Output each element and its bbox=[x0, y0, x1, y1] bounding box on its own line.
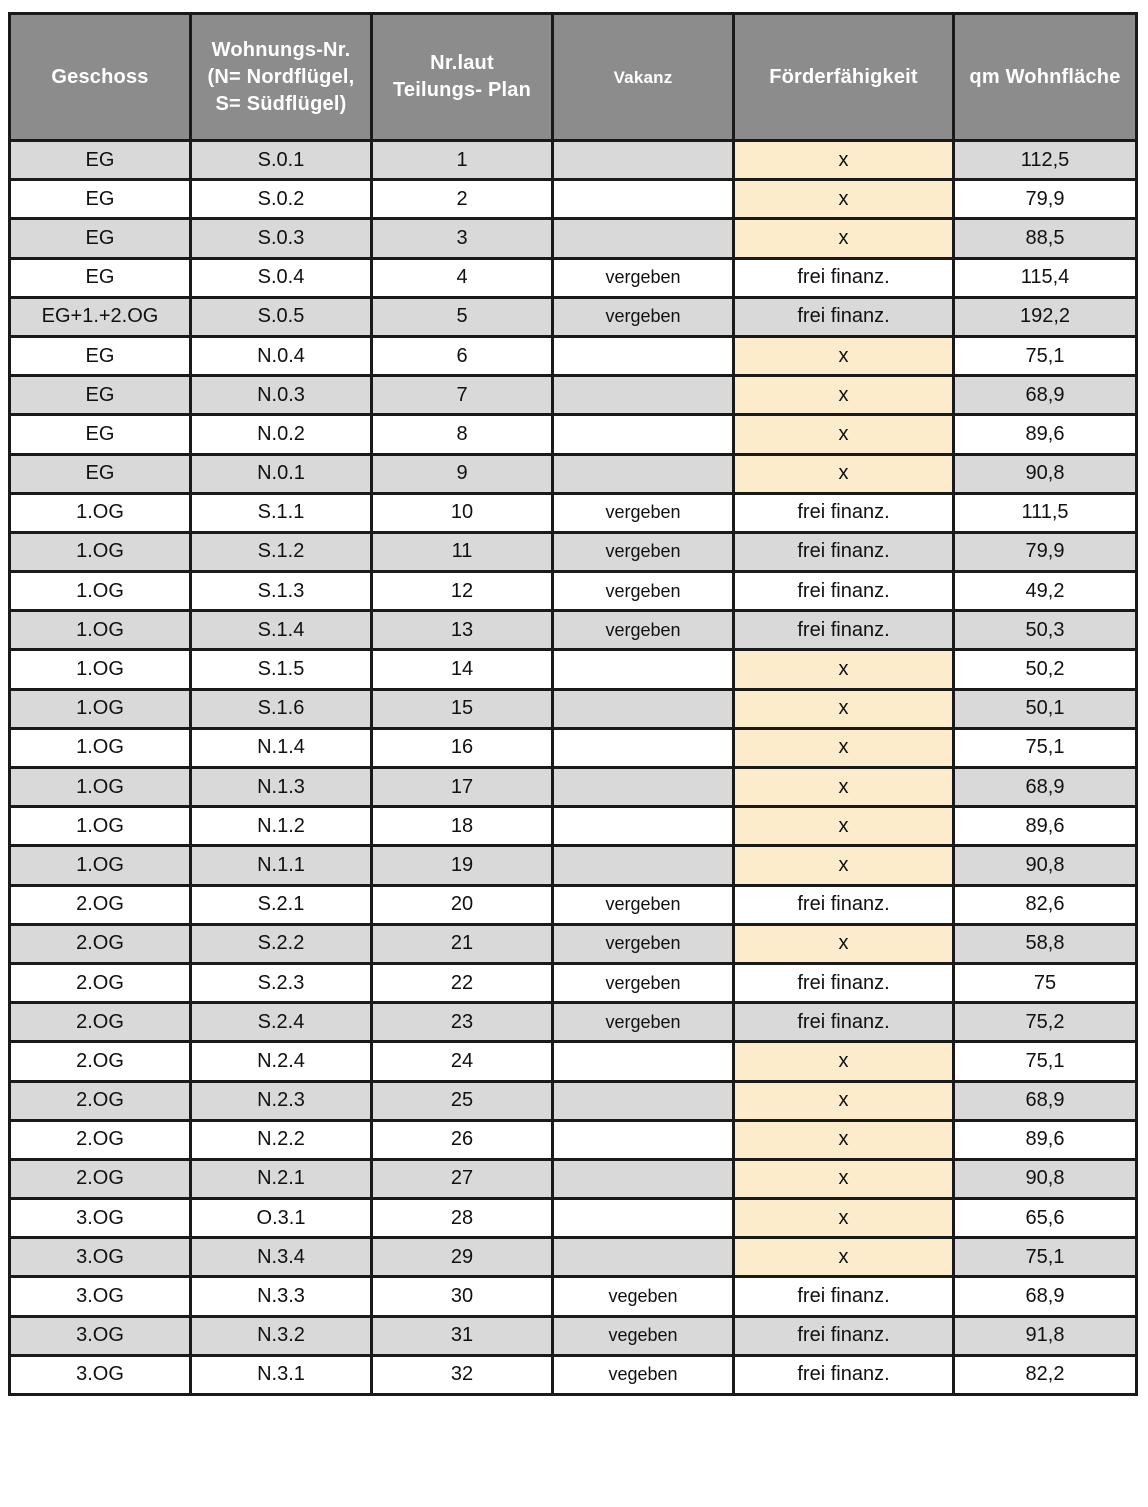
table-row bbox=[10, 336, 1137, 375]
cell-qm-wohnflaeche: 68,9 bbox=[954, 1081, 1137, 1120]
cell-nr-laut-plan: 4 bbox=[372, 258, 553, 297]
table-row bbox=[10, 1199, 1137, 1238]
header-geschoss-label: Geschoss bbox=[51, 65, 149, 88]
cell-vakanz bbox=[553, 1238, 734, 1277]
cell-geschoss: 3.OG bbox=[10, 1277, 191, 1316]
cell-geschoss: 2.OG bbox=[10, 1042, 191, 1081]
cell-vakanz bbox=[553, 141, 734, 180]
table-body bbox=[10, 141, 1137, 1395]
cell-vakanz: vegeben bbox=[553, 1277, 734, 1316]
cell-wohnungs-nr: S.1.4 bbox=[191, 611, 372, 650]
table-row bbox=[10, 963, 1137, 1002]
cell-foerderfaehigkeit: frei finanz. bbox=[734, 885, 954, 924]
cell-foerderfaehigkeit: x bbox=[734, 768, 954, 807]
header-wohnungs-nr-line-3: S= Südflügel) bbox=[215, 92, 347, 115]
cell-foerderfaehigkeit: frei finanz. bbox=[734, 493, 954, 532]
cell-nr-laut-plan: 23 bbox=[372, 1003, 553, 1042]
cell-qm-wohnflaeche: 89,6 bbox=[954, 807, 1137, 846]
cell-geschoss: 1.OG bbox=[10, 650, 191, 689]
cell-qm-wohnflaeche: 79,9 bbox=[954, 180, 1137, 219]
cell-nr-laut-plan: 7 bbox=[372, 376, 553, 415]
header-nr-laut-teilungsplan bbox=[372, 14, 553, 141]
cell-foerderfaehigkeit: frei finanz. bbox=[734, 963, 954, 1002]
cell-vakanz: vegeben bbox=[553, 1316, 734, 1355]
cell-qm-wohnflaeche: 82,2 bbox=[954, 1355, 1137, 1394]
cell-nr-laut-plan: 1 bbox=[372, 141, 553, 180]
cell-nr-laut-plan: 5 bbox=[372, 297, 553, 336]
cell-qm-wohnflaeche: 75,1 bbox=[954, 728, 1137, 767]
header-vakanz bbox=[553, 14, 734, 141]
cell-foerderfaehigkeit: x bbox=[734, 1081, 954, 1120]
cell-geschoss: EG bbox=[10, 219, 191, 258]
header-row bbox=[10, 14, 1137, 141]
table-row bbox=[10, 572, 1137, 611]
cell-wohnungs-nr: S.1.3 bbox=[191, 572, 372, 611]
table-row bbox=[10, 924, 1137, 963]
cell-qm-wohnflaeche: 50,2 bbox=[954, 650, 1137, 689]
cell-qm-wohnflaeche: 88,5 bbox=[954, 219, 1137, 258]
cell-nr-laut-plan: 18 bbox=[372, 807, 553, 846]
cell-vakanz bbox=[553, 1042, 734, 1081]
cell-foerderfaehigkeit: frei finanz. bbox=[734, 258, 954, 297]
cell-wohnungs-nr: N.2.2 bbox=[191, 1120, 372, 1159]
cell-nr-laut-plan: 15 bbox=[372, 689, 553, 728]
cell-foerderfaehigkeit: x bbox=[734, 846, 954, 885]
cell-vakanz bbox=[553, 454, 734, 493]
cell-nr-laut-plan: 10 bbox=[372, 493, 553, 532]
table-row bbox=[10, 454, 1137, 493]
cell-nr-laut-plan: 2 bbox=[372, 180, 553, 219]
cell-geschoss: 2.OG bbox=[10, 1120, 191, 1159]
cell-geschoss: 1.OG bbox=[10, 572, 191, 611]
cell-vakanz bbox=[553, 376, 734, 415]
table-row bbox=[10, 1003, 1137, 1042]
cell-foerderfaehigkeit: x bbox=[734, 141, 954, 180]
table-row bbox=[10, 1238, 1137, 1277]
cell-geschoss: 1.OG bbox=[10, 728, 191, 767]
cell-qm-wohnflaeche: 90,8 bbox=[954, 846, 1137, 885]
cell-wohnungs-nr: S.0.4 bbox=[191, 258, 372, 297]
cell-nr-laut-plan: 20 bbox=[372, 885, 553, 924]
cell-geschoss: EG bbox=[10, 258, 191, 297]
table-row bbox=[10, 493, 1137, 532]
cell-wohnungs-nr: N.2.3 bbox=[191, 1081, 372, 1120]
cell-qm-wohnflaeche: 68,9 bbox=[954, 768, 1137, 807]
cell-vakanz bbox=[553, 768, 734, 807]
cell-qm-wohnflaeche: 91,8 bbox=[954, 1316, 1137, 1355]
cell-vakanz: vergeben bbox=[553, 611, 734, 650]
cell-nr-laut-plan: 31 bbox=[372, 1316, 553, 1355]
cell-nr-laut-plan: 11 bbox=[372, 532, 553, 571]
cell-geschoss: 1.OG bbox=[10, 768, 191, 807]
cell-vakanz: vergeben bbox=[553, 572, 734, 611]
cell-nr-laut-plan: 32 bbox=[372, 1355, 553, 1394]
cell-qm-wohnflaeche: 68,9 bbox=[954, 376, 1137, 415]
cell-foerderfaehigkeit: frei finanz. bbox=[734, 611, 954, 650]
cell-wohnungs-nr: N.1.4 bbox=[191, 728, 372, 767]
cell-qm-wohnflaeche: 192,2 bbox=[954, 297, 1137, 336]
cell-geschoss: EG bbox=[10, 415, 191, 454]
cell-vakanz: vergeben bbox=[553, 963, 734, 1002]
cell-foerderfaehigkeit: x bbox=[734, 689, 954, 728]
cell-foerderfaehigkeit: frei finanz. bbox=[734, 1355, 954, 1394]
table-row bbox=[10, 846, 1137, 885]
cell-nr-laut-plan: 24 bbox=[372, 1042, 553, 1081]
cell-wohnungs-nr: N.0.1 bbox=[191, 454, 372, 493]
table-row bbox=[10, 1355, 1137, 1394]
table-row bbox=[10, 297, 1137, 336]
cell-wohnungs-nr: N.3.2 bbox=[191, 1316, 372, 1355]
cell-wohnungs-nr: S.1.5 bbox=[191, 650, 372, 689]
cell-foerderfaehigkeit: x bbox=[734, 650, 954, 689]
table-row bbox=[10, 258, 1137, 297]
cell-geschoss: 1.OG bbox=[10, 689, 191, 728]
cell-wohnungs-nr: N.0.4 bbox=[191, 336, 372, 375]
cell-qm-wohnflaeche: 75 bbox=[954, 963, 1137, 1002]
table-row bbox=[10, 532, 1137, 571]
cell-nr-laut-plan: 25 bbox=[372, 1081, 553, 1120]
cell-foerderfaehigkeit: x bbox=[734, 415, 954, 454]
cell-qm-wohnflaeche: 90,8 bbox=[954, 454, 1137, 493]
table-row bbox=[10, 376, 1137, 415]
cell-geschoss: EG bbox=[10, 336, 191, 375]
cell-wohnungs-nr: S.1.6 bbox=[191, 689, 372, 728]
cell-wohnungs-nr: N.0.3 bbox=[191, 376, 372, 415]
table-row bbox=[10, 768, 1137, 807]
cell-nr-laut-plan: 19 bbox=[372, 846, 553, 885]
cell-vakanz bbox=[553, 415, 734, 454]
cell-vakanz bbox=[553, 336, 734, 375]
cell-vakanz: vergeben bbox=[553, 1003, 734, 1042]
cell-vakanz bbox=[553, 180, 734, 219]
table-row bbox=[10, 728, 1137, 767]
cell-wohnungs-nr: S.1.2 bbox=[191, 532, 372, 571]
cell-wohnungs-nr: S.2.4 bbox=[191, 1003, 372, 1042]
cell-qm-wohnflaeche: 75,1 bbox=[954, 1042, 1137, 1081]
table-row bbox=[10, 1159, 1137, 1198]
cell-wohnungs-nr: S.0.1 bbox=[191, 141, 372, 180]
header-vakanz-label: Vakanz bbox=[613, 67, 673, 87]
table-row bbox=[10, 1277, 1137, 1316]
cell-foerderfaehigkeit: frei finanz. bbox=[734, 1003, 954, 1042]
cell-foerderfaehigkeit: x bbox=[734, 1238, 954, 1277]
cell-nr-laut-plan: 8 bbox=[372, 415, 553, 454]
cell-geschoss: 2.OG bbox=[10, 1159, 191, 1198]
cell-qm-wohnflaeche: 89,6 bbox=[954, 1120, 1137, 1159]
cell-geschoss: 2.OG bbox=[10, 924, 191, 963]
cell-wohnungs-nr: N.1.2 bbox=[191, 807, 372, 846]
table-row bbox=[10, 1120, 1137, 1159]
cell-nr-laut-plan: 16 bbox=[372, 728, 553, 767]
cell-wohnungs-nr: N.2.1 bbox=[191, 1159, 372, 1198]
cell-nr-laut-plan: 29 bbox=[372, 1238, 553, 1277]
table-row bbox=[10, 611, 1137, 650]
cell-geschoss: 2.OG bbox=[10, 1003, 191, 1042]
cell-nr-laut-plan: 27 bbox=[372, 1159, 553, 1198]
cell-foerderfaehigkeit: x bbox=[734, 180, 954, 219]
cell-wohnungs-nr: N.0.2 bbox=[191, 415, 372, 454]
table-row bbox=[10, 689, 1137, 728]
cell-nr-laut-plan: 21 bbox=[372, 924, 553, 963]
table-row bbox=[10, 180, 1137, 219]
cell-foerderfaehigkeit: x bbox=[734, 728, 954, 767]
cell-vakanz bbox=[553, 846, 734, 885]
cell-foerderfaehigkeit: x bbox=[734, 1042, 954, 1081]
cell-wohnungs-nr: S.2.1 bbox=[191, 885, 372, 924]
cell-geschoss: 2.OG bbox=[10, 885, 191, 924]
cell-qm-wohnflaeche: 82,6 bbox=[954, 885, 1137, 924]
cell-qm-wohnflaeche: 50,3 bbox=[954, 611, 1137, 650]
cell-foerderfaehigkeit: x bbox=[734, 336, 954, 375]
cell-qm-wohnflaeche: 65,6 bbox=[954, 1199, 1137, 1238]
apartment-table bbox=[8, 12, 1138, 1396]
table-row bbox=[10, 219, 1137, 258]
cell-nr-laut-plan: 30 bbox=[372, 1277, 553, 1316]
cell-geschoss: 3.OG bbox=[10, 1355, 191, 1394]
header-wohnungs-nr-line-1: Wohnungs-Nr. bbox=[211, 38, 351, 61]
cell-wohnungs-nr: N.3.3 bbox=[191, 1277, 372, 1316]
cell-wohnungs-nr: S.0.2 bbox=[191, 180, 372, 219]
table-row bbox=[10, 885, 1137, 924]
cell-qm-wohnflaeche: 58,8 bbox=[954, 924, 1137, 963]
header-wohnungs-nr-line-2: (N= Nordflügel, bbox=[207, 65, 355, 88]
cell-nr-laut-plan: 9 bbox=[372, 454, 553, 493]
cell-foerderfaehigkeit: frei finanz. bbox=[734, 572, 954, 611]
cell-foerderfaehigkeit: x bbox=[734, 1120, 954, 1159]
cell-wohnungs-nr: S.1.1 bbox=[191, 493, 372, 532]
header-foerderfaehigkeit bbox=[734, 14, 954, 141]
header-nr-laut-line-1: Nr.laut bbox=[430, 52, 494, 74]
cell-nr-laut-plan: 28 bbox=[372, 1199, 553, 1238]
header-nr-laut-line-2: Teilungs- Plan bbox=[393, 79, 531, 101]
cell-nr-laut-plan: 6 bbox=[372, 336, 553, 375]
cell-nr-laut-plan: 12 bbox=[372, 572, 553, 611]
cell-foerderfaehigkeit: x bbox=[734, 807, 954, 846]
table-row bbox=[10, 1042, 1137, 1081]
cell-vakanz: vergeben bbox=[553, 532, 734, 571]
cell-nr-laut-plan: 14 bbox=[372, 650, 553, 689]
table-row bbox=[10, 141, 1137, 180]
cell-geschoss: EG bbox=[10, 376, 191, 415]
cell-geschoss: 2.OG bbox=[10, 963, 191, 1002]
cell-nr-laut-plan: 3 bbox=[372, 219, 553, 258]
cell-geschoss: 3.OG bbox=[10, 1199, 191, 1238]
cell-foerderfaehigkeit: x bbox=[734, 1199, 954, 1238]
cell-wohnungs-nr: O.3.1 bbox=[191, 1199, 372, 1238]
table-row bbox=[10, 1316, 1137, 1355]
header-qm-wohnflaeche bbox=[954, 14, 1137, 141]
cell-qm-wohnflaeche: 75,1 bbox=[954, 336, 1137, 375]
cell-foerderfaehigkeit: frei finanz. bbox=[734, 1316, 954, 1355]
cell-vakanz bbox=[553, 1081, 734, 1120]
cell-geschoss: EG bbox=[10, 141, 191, 180]
cell-qm-wohnflaeche: 75,1 bbox=[954, 1238, 1137, 1277]
cell-geschoss: 3.OG bbox=[10, 1316, 191, 1355]
header-wohnungs-nr bbox=[191, 14, 372, 141]
cell-qm-wohnflaeche: 68,9 bbox=[954, 1277, 1137, 1316]
table-row bbox=[10, 415, 1137, 454]
table-header bbox=[10, 14, 1137, 141]
cell-geschoss: 1.OG bbox=[10, 532, 191, 571]
cell-wohnungs-nr: N.1.1 bbox=[191, 846, 372, 885]
cell-qm-wohnflaeche: 49,2 bbox=[954, 572, 1137, 611]
cell-geschoss: EG+1.+2.OG bbox=[10, 297, 191, 336]
cell-qm-wohnflaeche: 89,6 bbox=[954, 415, 1137, 454]
cell-vakanz: vergeben bbox=[553, 297, 734, 336]
cell-qm-wohnflaeche: 79,9 bbox=[954, 532, 1137, 571]
cell-qm-wohnflaeche: 90,8 bbox=[954, 1159, 1137, 1198]
cell-foerderfaehigkeit: x bbox=[734, 219, 954, 258]
cell-vakanz bbox=[553, 689, 734, 728]
cell-qm-wohnflaeche: 111,5 bbox=[954, 493, 1137, 532]
cell-nr-laut-plan: 26 bbox=[372, 1120, 553, 1159]
cell-geschoss: 2.OG bbox=[10, 1081, 191, 1120]
header-geschoss bbox=[10, 14, 191, 141]
cell-geschoss: 1.OG bbox=[10, 807, 191, 846]
cell-nr-laut-plan: 17 bbox=[372, 768, 553, 807]
cell-geschoss: 1.OG bbox=[10, 611, 191, 650]
cell-vakanz bbox=[553, 1159, 734, 1198]
apartment-table-container bbox=[8, 12, 1135, 1396]
cell-vakanz bbox=[553, 1120, 734, 1159]
table-row bbox=[10, 650, 1137, 689]
cell-foerderfaehigkeit: x bbox=[734, 454, 954, 493]
cell-foerderfaehigkeit: x bbox=[734, 1159, 954, 1198]
cell-vakanz bbox=[553, 219, 734, 258]
cell-qm-wohnflaeche: 75,2 bbox=[954, 1003, 1137, 1042]
table-row bbox=[10, 807, 1137, 846]
cell-vakanz bbox=[553, 1199, 734, 1238]
cell-qm-wohnflaeche: 115,4 bbox=[954, 258, 1137, 297]
cell-wohnungs-nr: N.1.3 bbox=[191, 768, 372, 807]
table-row bbox=[10, 1081, 1137, 1120]
header-qm-label: qm Wohnfläche bbox=[969, 65, 1121, 88]
cell-wohnungs-nr: N.3.1 bbox=[191, 1355, 372, 1394]
cell-geschoss: EG bbox=[10, 454, 191, 493]
cell-wohnungs-nr: S.2.3 bbox=[191, 963, 372, 1002]
cell-vakanz: vergeben bbox=[553, 885, 734, 924]
cell-wohnungs-nr: S.2.2 bbox=[191, 924, 372, 963]
cell-wohnungs-nr: S.0.5 bbox=[191, 297, 372, 336]
cell-geschoss: 3.OG bbox=[10, 1238, 191, 1277]
cell-foerderfaehigkeit: frei finanz. bbox=[734, 297, 954, 336]
cell-vakanz: vergeben bbox=[553, 493, 734, 532]
cell-qm-wohnflaeche: 50,1 bbox=[954, 689, 1137, 728]
header-foerderfaehigkeit-label: Förderfähigkeit bbox=[769, 65, 918, 88]
cell-vakanz bbox=[553, 807, 734, 846]
cell-vakanz: vergeben bbox=[553, 924, 734, 963]
cell-vakanz bbox=[553, 650, 734, 689]
cell-nr-laut-plan: 13 bbox=[372, 611, 553, 650]
cell-foerderfaehigkeit: x bbox=[734, 924, 954, 963]
cell-vakanz: vegeben bbox=[553, 1355, 734, 1394]
cell-foerderfaehigkeit: x bbox=[734, 376, 954, 415]
cell-geschoss: EG bbox=[10, 180, 191, 219]
cell-vakanz: vergeben bbox=[553, 258, 734, 297]
cell-geschoss: 1.OG bbox=[10, 493, 191, 532]
cell-foerderfaehigkeit: frei finanz. bbox=[734, 532, 954, 571]
cell-foerderfaehigkeit: frei finanz. bbox=[734, 1277, 954, 1316]
cell-qm-wohnflaeche: 112,5 bbox=[954, 141, 1137, 180]
cell-wohnungs-nr: N.3.4 bbox=[191, 1238, 372, 1277]
cell-geschoss: 1.OG bbox=[10, 846, 191, 885]
cell-wohnungs-nr: N.2.4 bbox=[191, 1042, 372, 1081]
cell-vakanz bbox=[553, 728, 734, 767]
cell-wohnungs-nr: S.0.3 bbox=[191, 219, 372, 258]
cell-nr-laut-plan: 22 bbox=[372, 963, 553, 1002]
